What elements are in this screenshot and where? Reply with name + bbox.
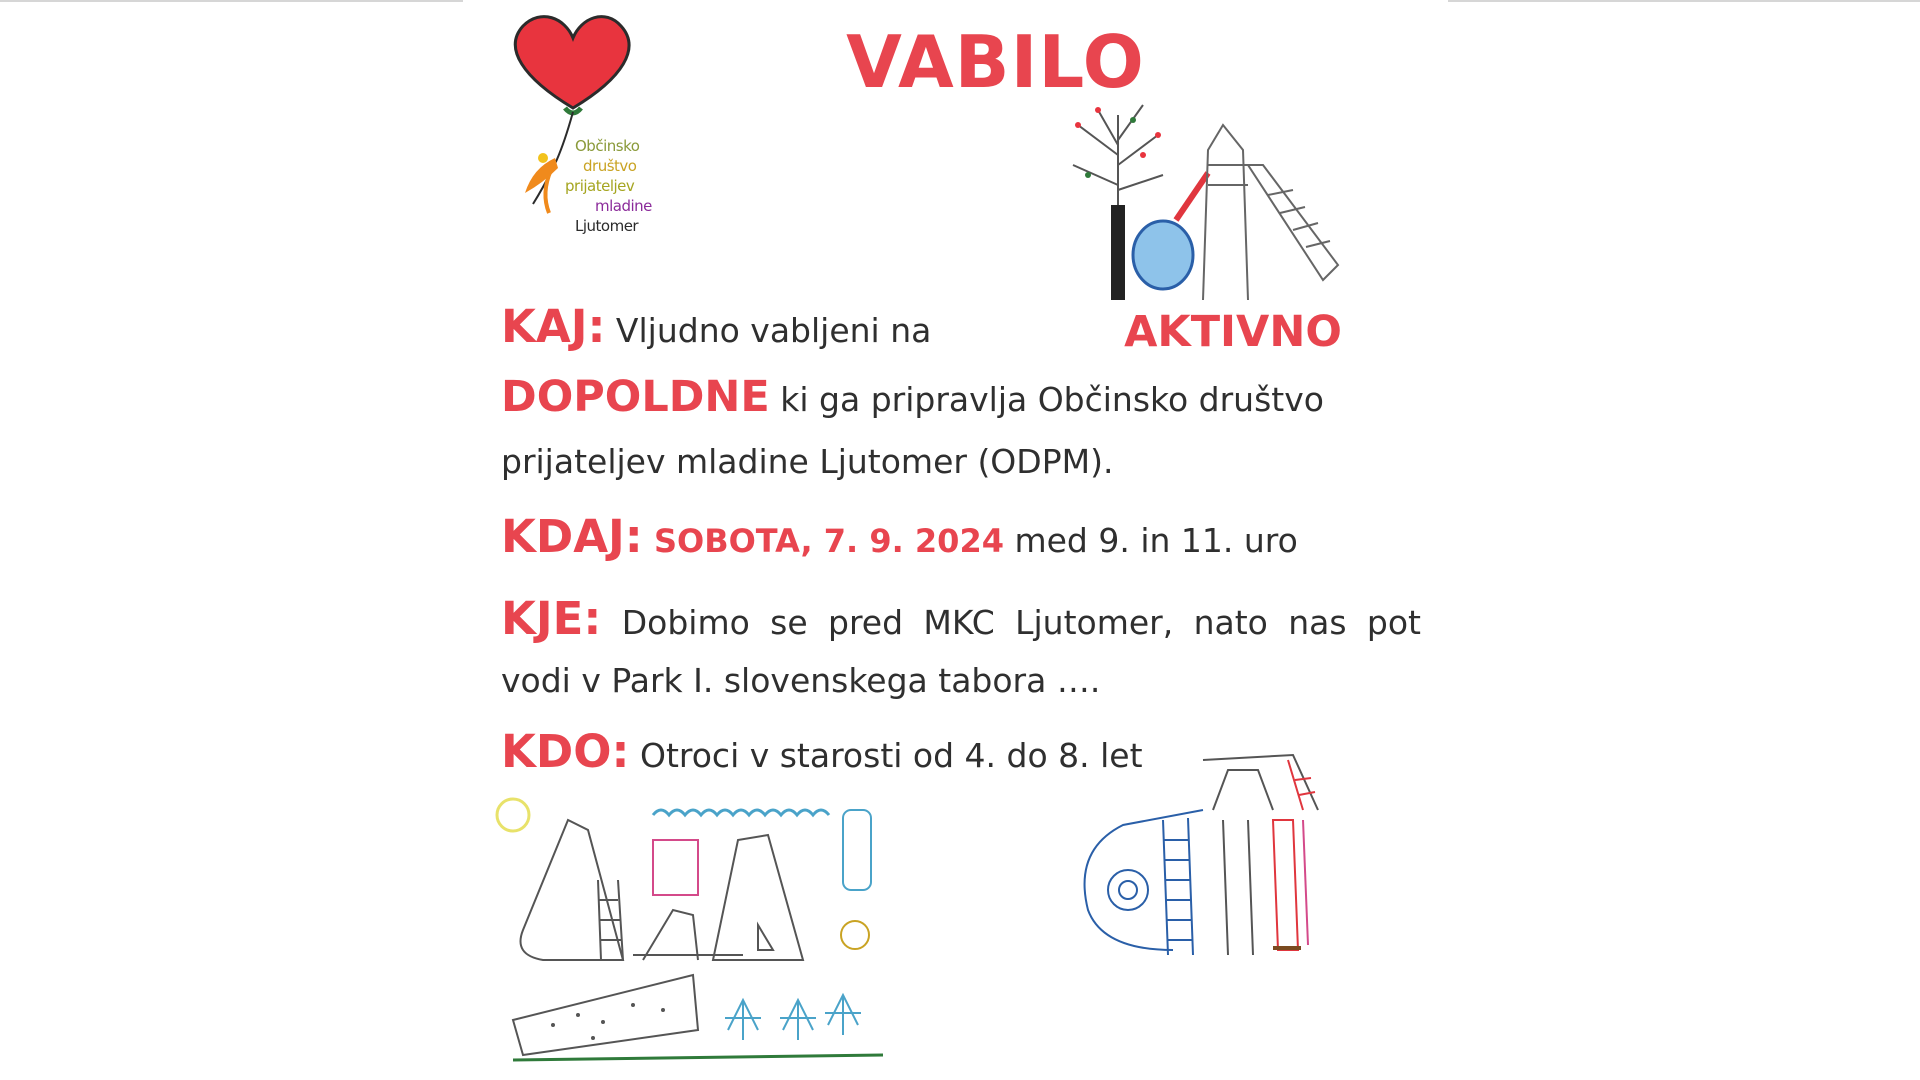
logo-line-5: Ljutomer bbox=[575, 217, 639, 235]
kdaj-time: med 9. in 11. uro bbox=[1003, 521, 1298, 560]
invitation-title: VABILO bbox=[846, 20, 1145, 104]
logo-line-1: Občinsko bbox=[575, 137, 640, 155]
kdaj-label: KDAJ: bbox=[501, 510, 643, 563]
invitation-sheet bbox=[463, 0, 1448, 1080]
kdaj-line bbox=[501, 510, 1421, 563]
kdo-text: Otroci v starosti od 4. do 8. let bbox=[629, 736, 1143, 775]
kje-block bbox=[501, 590, 1421, 710]
kje-label: KJE: bbox=[501, 592, 602, 645]
kdaj-date: SOBOTA, 7. 9. 2024 bbox=[642, 522, 1004, 560]
logo-line-2: društvo bbox=[583, 157, 637, 175]
kaj-block bbox=[501, 300, 1401, 493]
kje-text: Dobimo se pred MKC Ljutomer, nato nas pot vodi v Park I. slovenskega tabora …. bbox=[501, 603, 1421, 700]
playground-drawing-bottom-left bbox=[483, 790, 893, 1070]
playground-drawing-top bbox=[1058, 95, 1368, 305]
kaj-highlight: AKTIVNO DOPOLDNE bbox=[501, 307, 1342, 422]
kdo-label: KDO: bbox=[501, 725, 630, 778]
logo-line-3: prijateljev bbox=[565, 177, 635, 195]
kaj-text-intro: Vljudno vabljeni na bbox=[605, 311, 932, 350]
logo-line-4: mladine bbox=[595, 197, 652, 215]
kaj-text-rest: ki ga pripravlja Občinsko društvo prijateljev mladine Ljutomer (ODPM). bbox=[501, 380, 1324, 481]
playground-drawing-bottom-right bbox=[1063, 740, 1363, 980]
kaj-label: KAJ: bbox=[501, 300, 606, 353]
